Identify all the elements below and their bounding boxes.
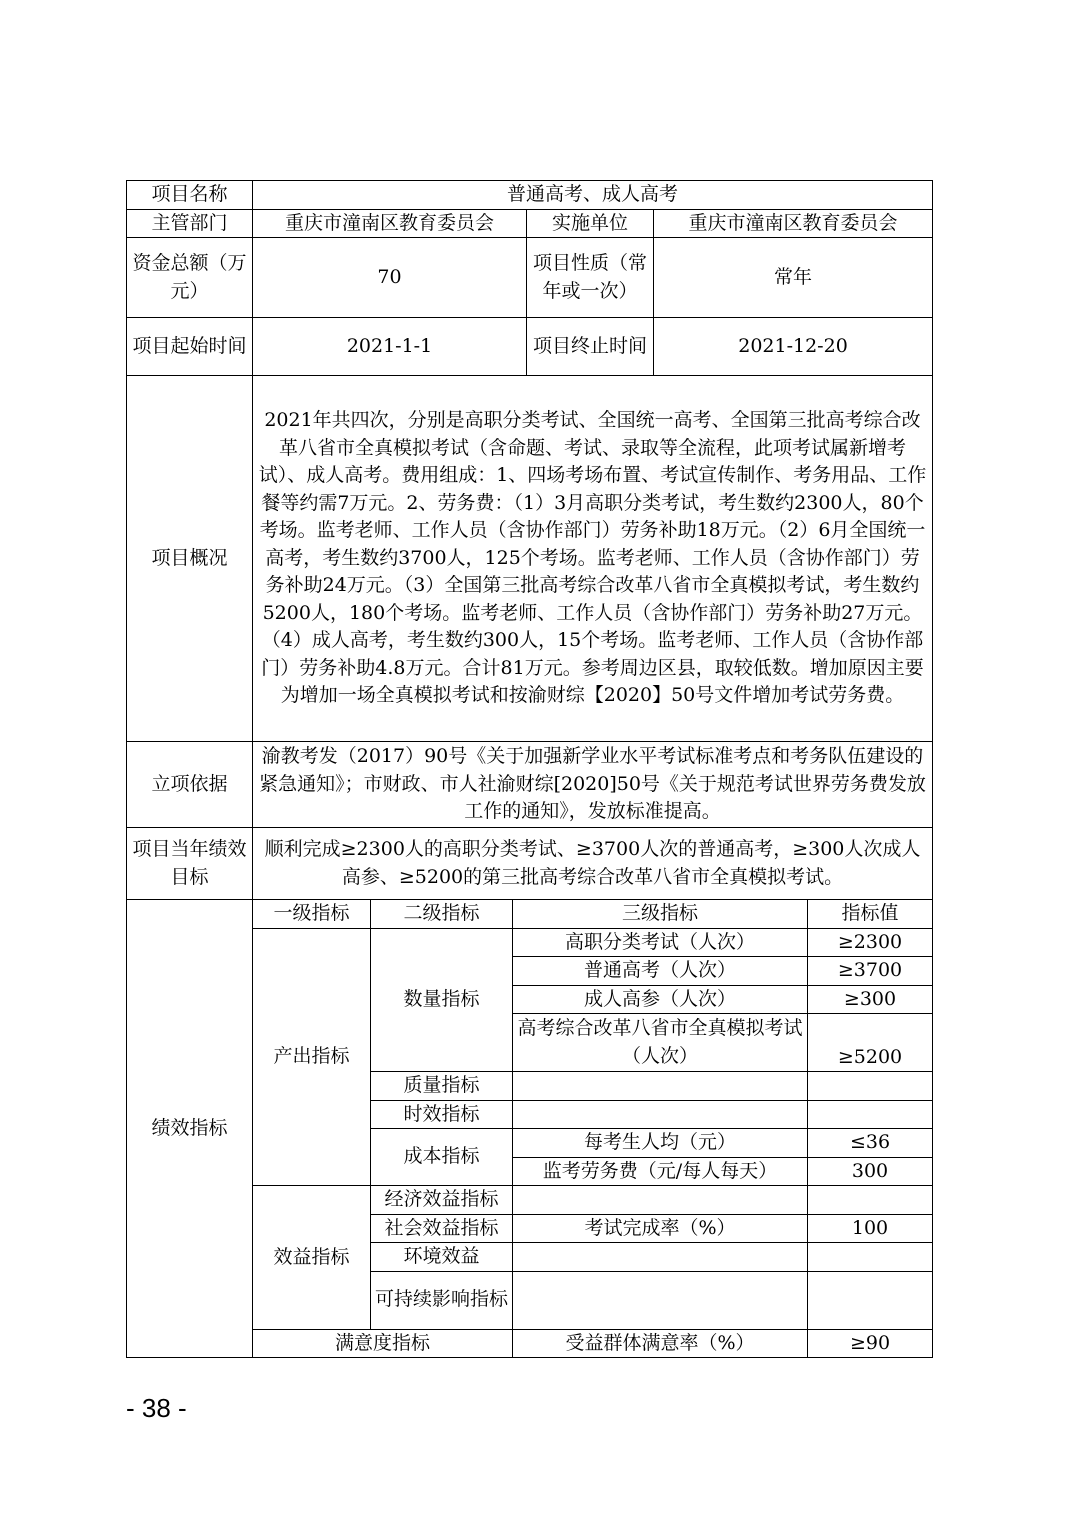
c1-value: ≤36: [808, 1129, 933, 1158]
econ-label: 经济效益指标: [371, 1186, 513, 1215]
timeliness-value-empty: [808, 1100, 933, 1129]
quality-empty: [513, 1072, 808, 1101]
project-name-value: 普通高考、成人高考: [253, 181, 933, 210]
sat-name: 受益群体满意率（%）: [513, 1329, 808, 1358]
econ-value-empty: [808, 1186, 933, 1215]
s1-name: 考试完成率（%）: [513, 1214, 808, 1243]
page-number: - 38 -: [126, 1393, 187, 1423]
header-value: 指标值: [808, 900, 933, 929]
q1-value: ≥2300: [808, 928, 933, 957]
header-level1: 一级指标: [253, 900, 371, 929]
env-value-empty: [808, 1243, 933, 1272]
cost-label: 成本指标: [371, 1129, 513, 1186]
q3-value: ≥300: [808, 985, 933, 1014]
quality-label: 质量指标: [371, 1072, 513, 1101]
fund-label: 资金总额（万元）: [127, 238, 253, 318]
nature-label: 项目性质（常年或一次）: [527, 238, 654, 318]
end-value: 2021-12-20: [654, 318, 933, 376]
header-level2: 二级指标: [371, 900, 513, 929]
c2-value: 300: [808, 1157, 933, 1186]
quality-value-empty: [808, 1072, 933, 1101]
overview-label: 项目概况: [127, 376, 253, 742]
q3-name: 成人高参（人次）: [513, 985, 808, 1014]
end-label: 项目终止时间: [527, 318, 654, 376]
fund-value: 70: [253, 238, 527, 318]
basis-text: 渝教考发（2017）90号《关于加强新学业水平考试标准考点和考务队伍建设的紧急通知》；市财政、市人社渝财综[2020]50号《关于规范考试世界劳务费发放工作的通知》，发放标准提高。: [253, 742, 933, 828]
q1-name: 高职分类考试（人次）: [513, 928, 808, 957]
q2-value: ≥3700: [808, 957, 933, 986]
timeliness-empty: [513, 1100, 808, 1129]
sat-value: ≥90: [808, 1329, 933, 1358]
sustain-empty: [513, 1271, 808, 1329]
start-label: 项目起始时间: [127, 318, 253, 376]
nature-value: 常年: [654, 238, 933, 318]
start-value: 2021-1-1: [253, 318, 527, 376]
project-name-label: 项目名称: [127, 181, 253, 210]
sustain-label: 可持续影响指标: [371, 1271, 513, 1329]
satisfaction-label: 满意度指标: [253, 1329, 513, 1358]
c2-name: 监考劳务费（元/每人每天）: [513, 1157, 808, 1186]
timeliness-label: 时效指标: [371, 1100, 513, 1129]
basis-label: 立项依据: [127, 742, 253, 828]
env-label: 环境效益: [371, 1243, 513, 1272]
benefit-label: 效益指标: [253, 1186, 371, 1330]
overview-text: 2021年共四次，分别是高职分类考试、全国统一高考、全国第三批高考综合改革八省市全真模拟考试（含命题、考试、录取等全流程，此项考试属新增考试）、成人高考。费用组成：1、四场考场布置、考试宣传制作、考务用品、工作餐等约需7万元。2、劳务费：（1）3月高职分类考试，考生数约2300人，80个考场。监考老师、工作人员（含协作部门）劳务补助18万元。（2）6月全国统一高考，考生数约3700人，125个考场。监考老师、工作人员（含协作部门）劳务补助24万元。（3）全国第三批高考综合改革八省市全真模拟考试，考生数约5200人，180个考场。监考老师、工作人员（含协作部门）劳务补助27万元。（4）成人高考，考生数约300人，15个考场。监考老师、工作人员（含协作部门）劳务补助4.8万元。合计81万元。参考周边区县，取较低数。增加原因主要为增加一场全真模拟考试和按渝财综【2020】50号文件增加考试劳务费。: [253, 376, 933, 742]
q4-name: 高考综合改革八省市全真模拟考试（人次）: [513, 1014, 808, 1072]
impl-label: 实施单位: [527, 209, 654, 238]
dept-value: 重庆市潼南区教育委员会: [253, 209, 527, 238]
sustain-value-empty: [808, 1271, 933, 1329]
project-performance-table: [126, 180, 933, 1358]
output-label: 产出指标: [253, 928, 371, 1186]
q2-name: 普通高考（人次）: [513, 957, 808, 986]
perf-label: 绩效指标: [127, 900, 253, 1358]
econ-empty: [513, 1186, 808, 1215]
impl-value: 重庆市潼南区教育委员会: [654, 209, 933, 238]
c1-name: 每考生人均（元）: [513, 1129, 808, 1158]
goal-label: 项目当年绩效目标: [127, 828, 253, 900]
q4-value: ≥5200: [808, 1014, 933, 1072]
s1-value: 100: [808, 1214, 933, 1243]
social-label: 社会效益指标: [371, 1214, 513, 1243]
quantity-label: 数量指标: [371, 928, 513, 1072]
header-level3: 三级指标: [513, 900, 808, 929]
env-empty: [513, 1243, 808, 1272]
dept-label: 主管部门: [127, 209, 253, 238]
goal-text: 顺利完成≥2300人的高职分类考试、≥3700人次的普通高考，≥300人次成人高参、≥5200的第三批高考综合改革八省市全真模拟考试。: [253, 828, 933, 900]
